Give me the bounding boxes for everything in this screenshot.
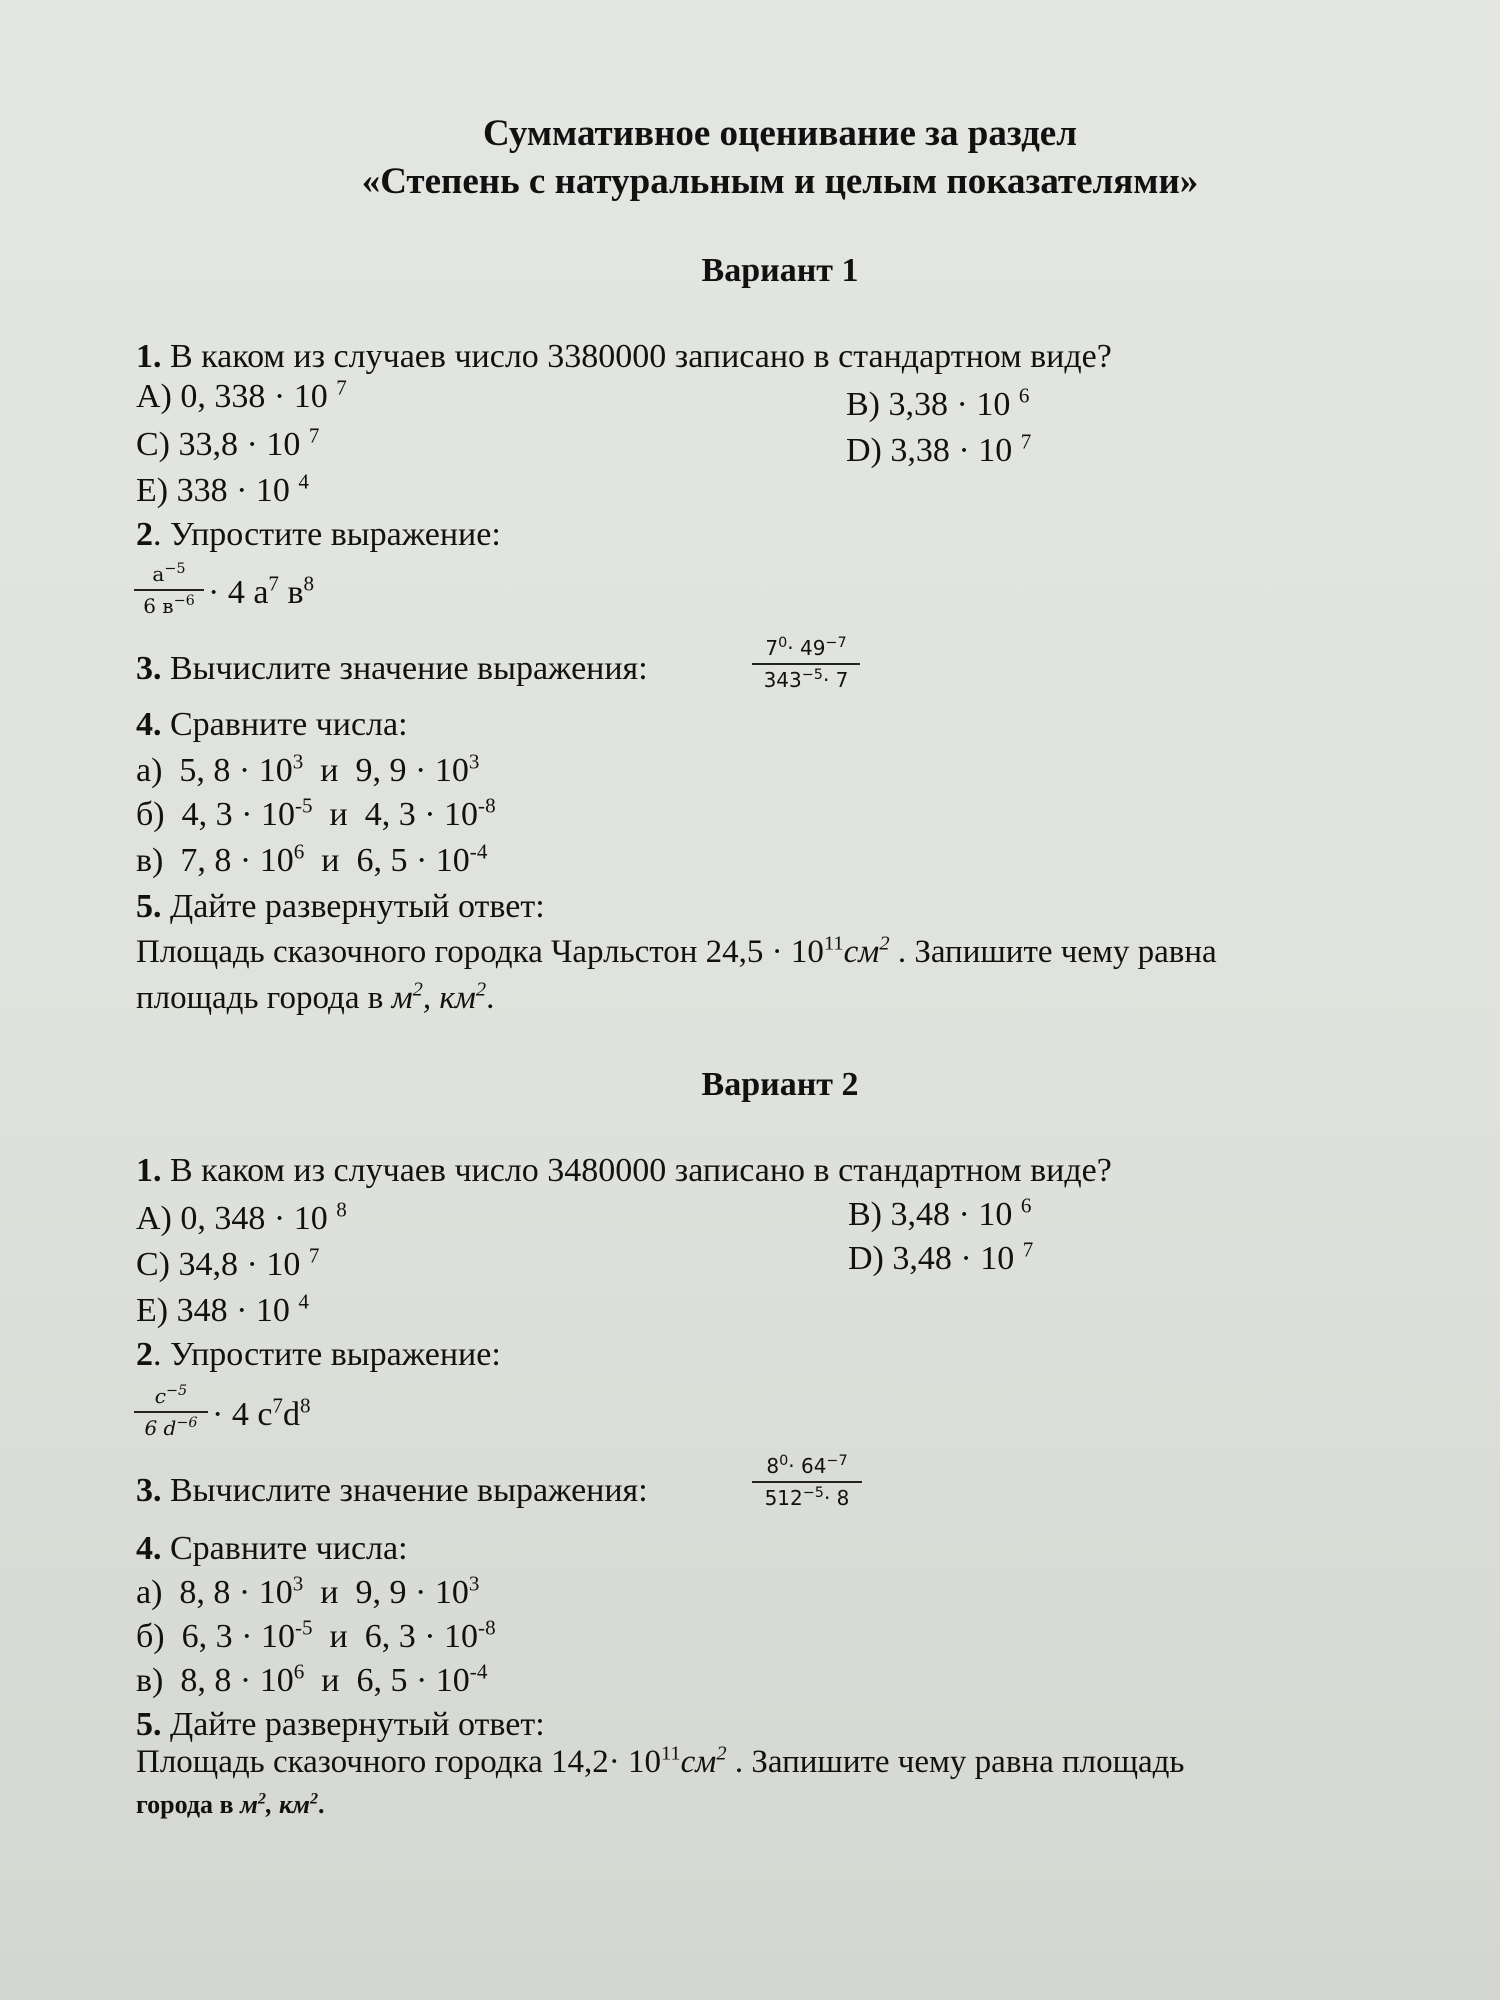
v1-q1-option-d: D) 3,38 · 10 $^7$ [846, 429, 1032, 469]
v2-q1-question: 1. В каком из случаев число 3480000 записано в стандартном виде? [136, 1152, 1112, 1189]
v1-q1-option-e: Е) 338 · 10 $^4$ [136, 469, 309, 509]
v1-q5-line-1: Площадь сказочного городка Чарльстон $24,5 \cdot 10^{11}см^2$ . Запишите чему равна [136, 932, 1217, 970]
v2-q2-question: 2. Упростите выражение: [136, 1336, 501, 1373]
v1-q4-item-b: б) 4, $3 \cdot 10^{-5}$ и 4, $3 \cdot 10^{-8}$ [136, 793, 496, 833]
question-text: В каком из случаев число 3380000 записано в стандартном виде? [170, 338, 1112, 375]
v2-q4-question: 4. Сравните числа: [136, 1530, 408, 1567]
v1-q2-question: 2. Упростите выражение: [136, 516, 501, 553]
v1-q1-question [136, 338, 1112, 376]
v2-q5-line-2: города в $м^2$, $км^2$. [136, 1790, 325, 1819]
v1-q5-line-2: площадь города в $м^2$, $км^2$. [136, 978, 495, 1016]
v1-q4-item-c: в) 7, $8 \cdot 10^6$ и 6, $5 \cdot 10^{-4}$ [136, 839, 488, 879]
v2-q4-item-c: в) 8, $8 \cdot 10^6$ и 6, $5 \cdot 10^{-4}$ [136, 1659, 488, 1699]
v1-q2-expression-tail: · 4 $а^7$ $в^8$ [208, 571, 315, 611]
v1-q3-fraction: $\frac{7^0\cdot 49^{-7}}{343^{-5}\cdot 7}$ [752, 636, 860, 692]
v2-q3-fraction: $\frac{8^0\cdot 64^{-7}}{512^{-5}\cdot 8}$ [752, 1454, 862, 1510]
v2-q1-option-e: Е) 348 · 10 $^4$ [136, 1289, 309, 1329]
v1-q1-option-a: А) 0, 338 · 10 $^7$ [136, 375, 347, 415]
v2-q5-question: 5. Дайте развернутый ответ: [136, 1706, 545, 1743]
v2-q2-fraction: $\frac{c^{-5}}{6 d^{-6}}$ [134, 1384, 208, 1440]
v1-q1-option-b: В) 3,38 · 10 $^6$ [846, 383, 1030, 423]
title-line-1: Суммативное оценивание за раздел [483, 113, 1077, 154]
question-number: 1. [136, 338, 162, 375]
v2-q1-option-d: D) 3,48 · 10 $^7$ [848, 1237, 1034, 1277]
v2-q4-item-a: а) 8, $8 \cdot 10^3$ и 9, $9 \cdot 10^3$ [136, 1571, 480, 1611]
title-line-2: «Степень с натуральным и целым показателями» [361, 161, 1199, 202]
v2-q4-item-b: б) 6, $3 \cdot 10^{-5}$ и 6, $3 \cdot 10^{-8}$ [136, 1615, 496, 1655]
v2-q1-option-c: С) 34,8 · 10 $^7$ [136, 1243, 320, 1283]
v1-q2-fraction: $а^{-5}$ 6 $в^{-6}$ [134, 562, 204, 618]
v1-q3-question: 3. Вычислите значение выражения: [136, 650, 648, 687]
v2-q1-option-b: В) 3,48 · 10 $^6$ [848, 1193, 1032, 1233]
v1-q5-question: 5. Дайте развернутый ответ: [136, 888, 545, 925]
v1-q4-question: 4. Сравните числа: [136, 706, 408, 743]
v1-q4-item-a: а) 5, $8 \cdot 10^3$ и 9, $9 \cdot 10^3$ [136, 749, 480, 789]
v2-q5-line-1: Площадь сказочного городка $14,2\cdot 10^{11}см^2$ . Запишите чему равна площадь [136, 1742, 1185, 1780]
variant-1-title: Вариант 1 [701, 252, 859, 289]
v2-q1-option-a: А) 0, 348 · 10 $^8$ [136, 1197, 347, 1237]
v2-q3-question: 3. Вычислите значение выражения: [136, 1472, 648, 1509]
variant-2-title: Вариант 2 [701, 1066, 859, 1103]
v2-q2-expression-tail: · 4 $c^7d^8$ [212, 1393, 311, 1433]
v1-q1-option-c: С) 33,8 · 10 $^7$ [136, 423, 320, 463]
